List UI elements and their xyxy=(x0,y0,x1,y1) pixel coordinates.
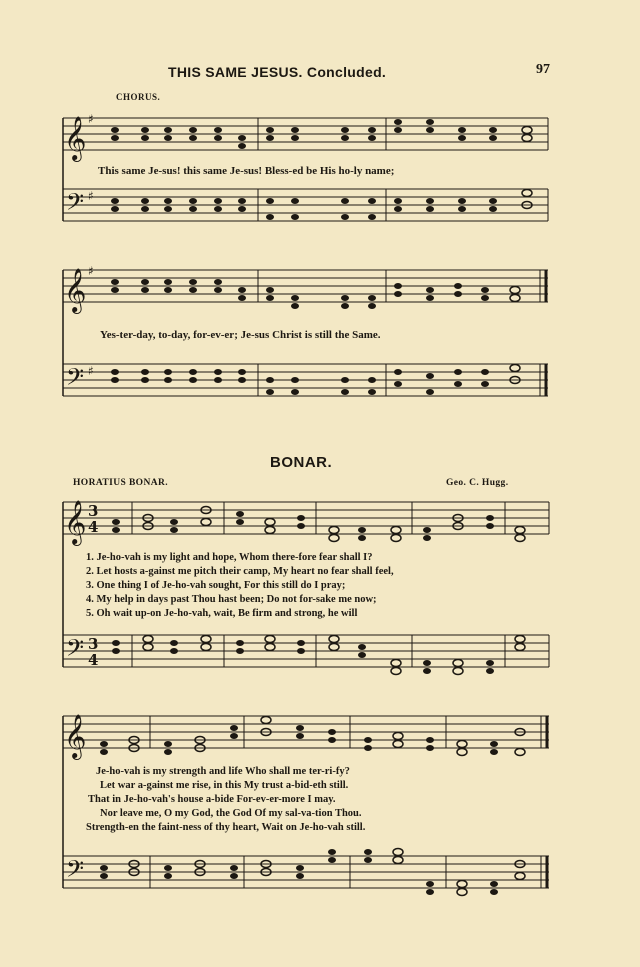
svg-text:𝄞: 𝄞 xyxy=(64,268,87,312)
svg-text:𝄢: 𝄢 xyxy=(66,188,85,221)
svg-text:𝄢: 𝄢 xyxy=(66,634,85,667)
svg-text:♯: ♯ xyxy=(88,264,94,278)
svg-text:𝄞: 𝄞 xyxy=(64,116,87,160)
verse-line: 4. My help in days past Thou hast been; Do not for-sake me now; xyxy=(86,594,377,605)
svg-text:♯: ♯ xyxy=(88,189,94,203)
svg-text:♯: ♯ xyxy=(88,112,94,126)
verse-line: Je-ho-vah is my strength and life Who shall me ter-ri-fy? xyxy=(96,766,350,777)
svg-text:𝄞: 𝄞 xyxy=(64,500,87,544)
page-number: 97 xyxy=(536,62,550,77)
verse-line: That in Je-ho-vah's house a-bide For-ev-er-more I may. xyxy=(88,794,336,805)
verse-line: Let war a-gainst me rise, in this My trust a-bid-eth still. xyxy=(100,780,349,791)
verse-line: Strength-en the faint-ness of thy heart, Wait on Je-ho-vah still. xyxy=(86,822,366,833)
verse-block-b xyxy=(86,765,365,835)
verse-line: 2. Let hosts a-gainst me pitch their camp, My heart no fear shall feel, xyxy=(86,566,394,577)
svg-text:4: 4 xyxy=(88,651,99,669)
chorus-lyric-line-2: Yes-ter-day, to-day, for-ev-er; Je-sus Christ is still the Same. xyxy=(100,329,381,341)
verse-line: 3. One thing I of Je-ho-vah sought, For this still do I pray; xyxy=(86,580,346,591)
svg-text:𝄢: 𝄢 xyxy=(66,363,85,396)
svg-text:♯: ♯ xyxy=(88,364,94,378)
author-credit: HORATIUS BONAR. xyxy=(73,478,169,488)
hymn-title: BONAR. xyxy=(270,454,333,471)
composer-credit: Geo. C. Hugg. xyxy=(446,478,509,488)
verse-line: 1. Je-ho-vah is my light and hope, Whom there-fore fear shall I? xyxy=(86,552,373,563)
svg-text:3: 3 xyxy=(88,635,99,653)
page-title: THIS SAME JESUS. Concluded. xyxy=(168,64,387,80)
chorus-label: CHORUS. xyxy=(116,92,161,102)
verse-block-a xyxy=(86,551,394,621)
verse-line: Nor leave me, O my God, the God Of my sal-va-tion Thou. xyxy=(100,808,362,819)
verse-line: 5. Oh wait up-on Je-ho-vah, wait, Be firm and strong, he will xyxy=(86,608,358,619)
chorus-lyric-line-1: This same Je-sus! this same Je-sus! Bless-ed be His ho-ly name; xyxy=(98,165,395,177)
svg-text:4: 4 xyxy=(88,518,99,536)
svg-text:3: 3 xyxy=(88,502,99,520)
svg-text:𝄞: 𝄞 xyxy=(64,714,87,758)
svg-text:𝄢: 𝄢 xyxy=(66,855,85,888)
